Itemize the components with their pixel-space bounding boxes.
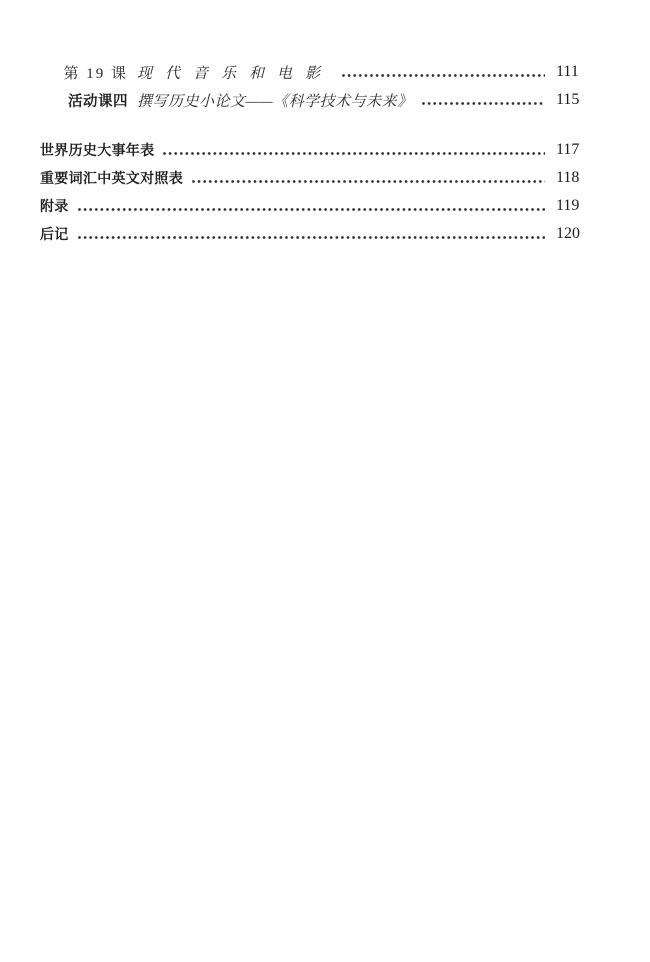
- dot-leader: [163, 152, 545, 155]
- toc-list: [0, 0, 650, 248]
- dot-leader: [78, 208, 545, 211]
- page-number: 119: [556, 197, 580, 214]
- dot-leader: [78, 236, 545, 239]
- back-matter-title: 附录: [40, 198, 69, 214]
- back-matter-title: 后记: [40, 226, 69, 242]
- toc-entry-vocabulary-table: [0, 164, 596, 192]
- toc-entry-activity-lesson-4: [0, 86, 596, 114]
- toc-entry-world-history-timeline: [0, 136, 596, 164]
- toc-entry-appendix: [0, 192, 596, 220]
- toc-entry-lesson-19: [0, 58, 596, 86]
- lesson-title: 现代音乐和电影: [137, 65, 334, 82]
- page-number: 117: [556, 141, 580, 158]
- dot-leader: [342, 74, 545, 77]
- lesson-number-label: 第 19 课: [63, 65, 128, 82]
- back-matter-group: [0, 136, 596, 248]
- back-matter-title: 世界历史大事年表: [40, 142, 155, 158]
- page-number: 115: [556, 91, 580, 108]
- page-number: 120: [556, 225, 580, 242]
- dot-leader: [422, 102, 545, 105]
- dot-leader: [192, 180, 545, 183]
- page-number: 111: [556, 63, 579, 80]
- page-number: 118: [556, 169, 580, 186]
- activity-lesson-label: 活动课四: [68, 93, 128, 110]
- back-matter-title: 重要词汇中英文对照表: [40, 170, 183, 186]
- activity-lesson-title: 撰写历史小论文——《科学技术与未来》: [137, 93, 413, 110]
- toc-entry-afterword: [0, 220, 596, 248]
